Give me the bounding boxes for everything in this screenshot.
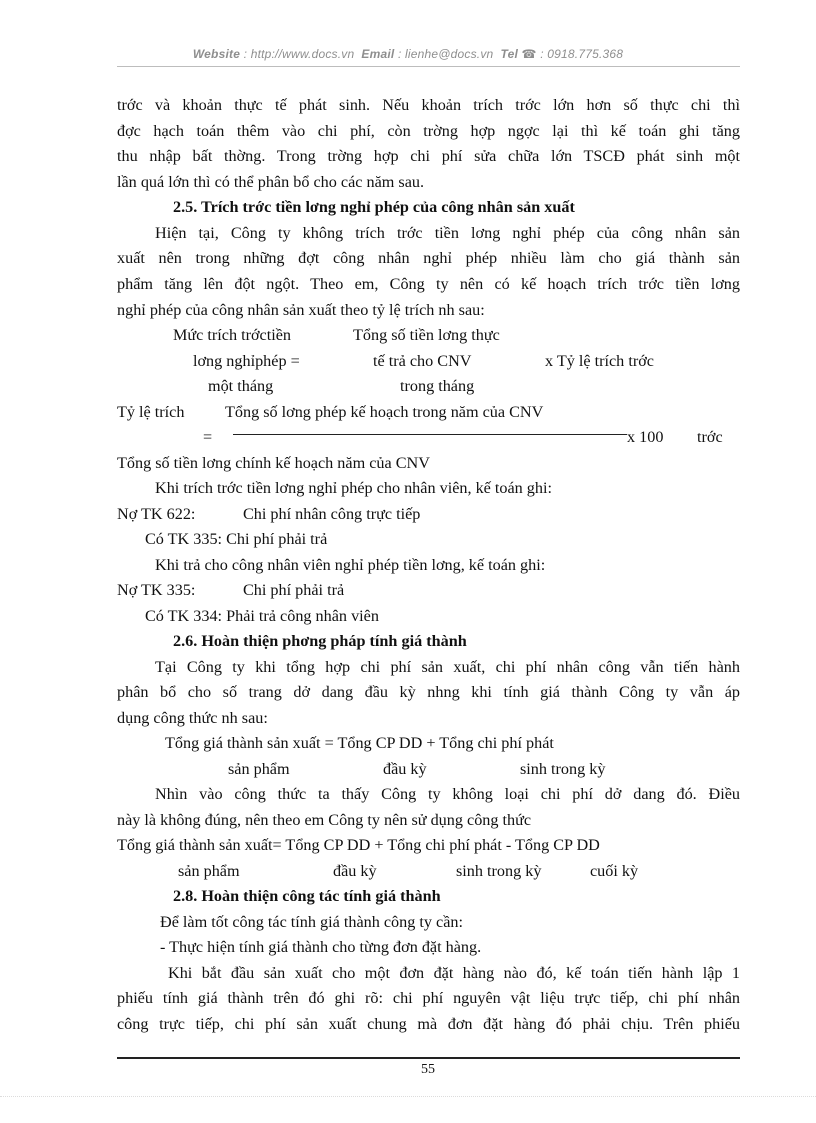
body-line: Để làm tốt công tác tính giá thành công ty cần:: [160, 913, 463, 931]
header-tel-value: ☎ : 0918.775.368: [521, 47, 624, 61]
formula-term: một tháng: [208, 377, 274, 395]
formula-term: x 100: [627, 428, 664, 446]
section-heading-2-6: 2.6. Hoàn thiện phơng pháp tính giá thành: [173, 632, 467, 650]
formula-term: cuối kỳ: [590, 862, 639, 880]
body-line: dụng công thức nh sau:: [117, 709, 268, 727]
body-line: phẩm tăng lên đột ngột. Theo em, Công ty nên có kế hoạch trích trớc tiền lơng: [117, 275, 740, 293]
formula-term: Mức trích trớctiền: [173, 326, 292, 344]
body-line: trớc và khoản thực tế phát sinh. Nếu khoản trích trớc lớn hơn số thực chi thì: [117, 96, 740, 114]
header-tel-label: Tel: [500, 47, 518, 61]
formula-term: =: [203, 428, 213, 446]
fraction-numerator: Tổng số lơng phép kế hoạch trong năm của CNV: [225, 403, 544, 421]
entry-description: Chi phí nhân công trực tiếp: [243, 505, 421, 523]
formula-term: x Tỷ lệ trích trớc: [545, 352, 654, 370]
body-line: Khi trích trớc tiền lơng nghỉ phép cho nhân viên, kế toán ghi:: [155, 479, 552, 497]
body-line: đợc hạch toán thêm vào chi phí, còn trờng hợp ngợc lại thì kế toán ghi tăng: [117, 122, 740, 140]
body-line: xuất nên trong những đợt công nhân nghỉ phép nhiều làm cho giá thành sản: [117, 249, 740, 267]
formula-term: Tổng giá thành sản xuất= Tổng CP DD + Tổng chi phí phát - Tổng CP DD: [117, 836, 600, 854]
page-bottom-dotted-rule: [0, 1096, 816, 1097]
body-line: Tại Công ty khi tổng hợp chi phí sản xuất, chi phí nhân công vẫn tiến hành: [155, 658, 740, 676]
entry-account: Có TK 334: Phải trả công nhân viên: [145, 607, 379, 625]
fraction-bar: [233, 434, 627, 435]
formula-term: Tổng giá thành sản xuất = Tổng CP DD + Tổng chi phí phát: [165, 734, 554, 752]
body-line: thu nhập bất thờng. Trong trờng hợp chi phí sửa chữa lớn TSCĐ phát sinh một: [117, 147, 740, 165]
fraction-denominator: Tổng số tiền lơng chính kế hoạch năm của CNV: [117, 454, 430, 472]
header-rule: [117, 66, 740, 67]
body-line: phiếu tính giá thành trên đó ghi rõ: chi phí nguyên vật liệu trực tiếp, chi phí nhân: [117, 989, 740, 1007]
entry-description: Chi phí phải trả: [243, 581, 345, 599]
formula-term: tế trả cho CNV: [373, 352, 472, 370]
formula-term: sinh trong kỳ: [456, 862, 542, 880]
body-line: Khi trả cho công nhân viên nghỉ phép tiền lơng, kế toán ghi:: [155, 556, 546, 574]
entry-account: Có TK 335: Chi phí phải trả: [145, 530, 328, 548]
body-line: - Thực hiện tính giá thành cho từng đơn đặt hàng.: [160, 938, 482, 956]
formula-term: lơng nghỉphép =: [193, 352, 300, 370]
formula-term: trớc: [697, 428, 723, 446]
body-line: này là không đúng, nên theo em Công ty nên sử dụng công thức: [117, 811, 532, 829]
page-number: 55: [421, 1062, 435, 1077]
header-email-value: : lienhe@docs.vn: [397, 47, 494, 61]
body-line: lần quá lớn thì có thể phân bổ cho các năm sau.: [117, 173, 425, 191]
formula-term: đầu kỳ: [383, 760, 427, 778]
entry-account: Nợ TK 622:: [117, 505, 196, 523]
body-line: phân bổ cho số trang dở dang đầu kỳ nhng khi tính giá thành Công ty vẫn áp: [117, 683, 740, 701]
header-website-label: Website: [192, 47, 241, 61]
formula-term: trong tháng: [400, 377, 475, 395]
section-heading-2-8: 2.8. Hoàn thiện công tác tính giá thành: [173, 887, 441, 905]
section-heading-2-5: 2.5. Trích trớc tiền lơng nghỉ phép của công nhân sản xuất: [173, 198, 575, 216]
body-line: Khi bắt đầu sản xuất cho một đơn đặt hàng nào đó, kế toán tiến hành lập 1: [168, 964, 740, 982]
entry-account: Nợ TK 335:: [117, 581, 196, 599]
body-line: Hiện tại, Công ty không trích trớc tiền lơng nghỉ phép của công nhân sản: [155, 224, 740, 242]
formula-term: sản phẩm: [228, 760, 290, 778]
formula-term: đầu kỳ: [333, 862, 377, 880]
page-header: [0, 47, 816, 61]
footer-rule: [117, 1057, 740, 1059]
formula-term: Tỷ lệ trích: [117, 403, 185, 421]
header-website-value: : http://www.docs.vn: [243, 47, 355, 61]
formula-term: sản phẩm: [178, 862, 240, 880]
header-email-label: Email: [361, 47, 395, 61]
body-line: Nhìn vào công thức ta thấy Công ty không loại chi phí dở dang đó. Điều: [155, 785, 740, 803]
formula-term: Tổng số tiền lơng thực: [353, 326, 500, 344]
body-line: công trực tiếp, chi phí sản xuất chung mà đơn đặt hàng đó phải chịu. Trên phiếu: [117, 1015, 740, 1033]
formula-term: sinh trong kỳ: [520, 760, 606, 778]
body-line: nghỉ phép của công nhân sản xuất theo tỷ lệ trích nh sau:: [117, 301, 485, 319]
